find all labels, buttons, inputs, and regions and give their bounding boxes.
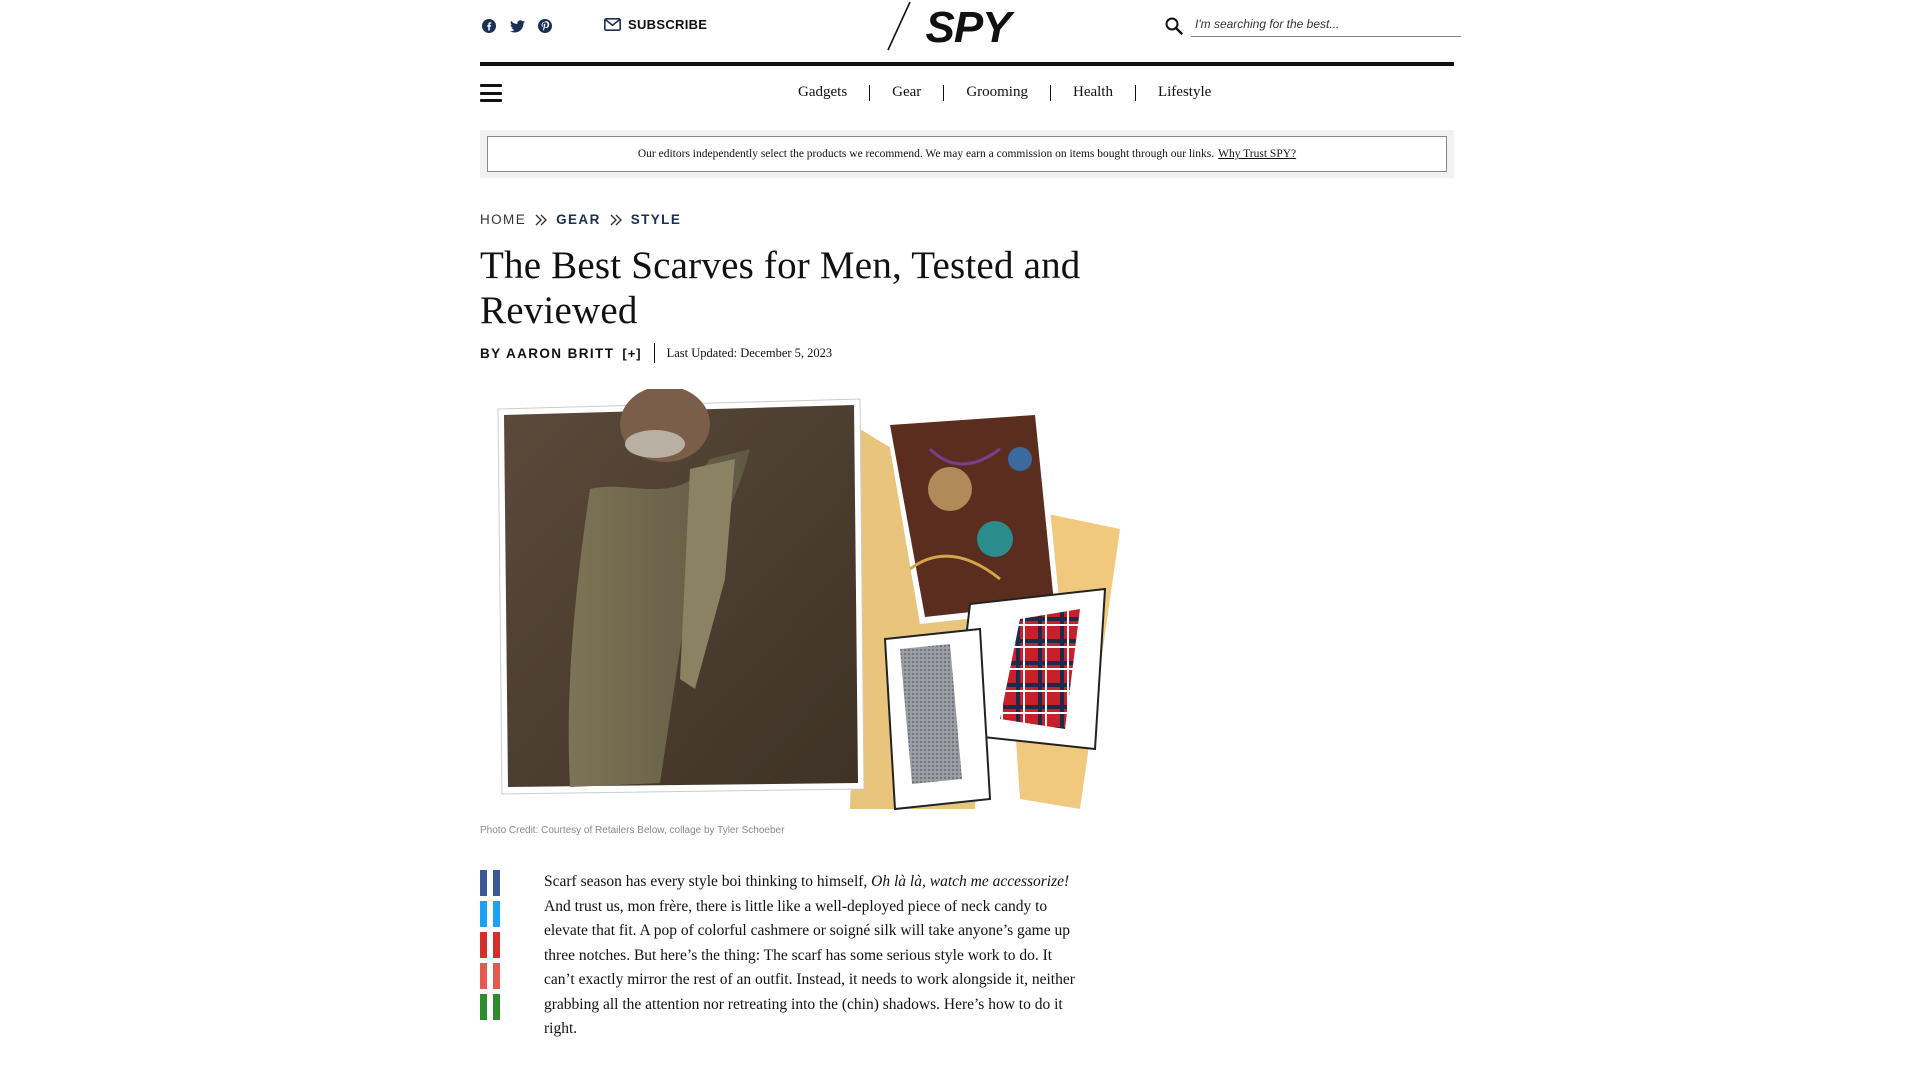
intro-text-2: And trust us, mon frère, there is little like a well-deployed piece of neck candy to elevate that fit. A pop of colorful cashmere or soigné silk will take anyone’s game up three notches. But here’s the thing: The scarf has some serious style work to do. It can’t exactly mirror the rest of an outfit. Instead, it needs to work alongside it, neither grabbing all the attention nor retreating into the (chin) shadows. Here’s how to do it right. (544, 897, 1075, 1037)
facebook-icon[interactable] (480, 17, 498, 35)
social-links (480, 17, 554, 35)
intro-italic: Oh là là, watch me accessorize! (871, 873, 1070, 890)
nav-item-gadgets[interactable]: Gadgets (798, 84, 848, 100)
share-bar (480, 870, 500, 1020)
scarf-collage-image (480, 389, 1130, 819)
reddit-share-icon[interactable] (480, 963, 500, 989)
model-photo (498, 389, 864, 794)
breadcrumb-style[interactable]: STYLE (630, 212, 682, 227)
author-expand-toggle[interactable]: [+] (622, 345, 642, 361)
main-nav (480, 68, 1454, 120)
breadcrumb-home[interactable]: HOME (480, 212, 527, 227)
disclaimer-text: Our editors independently select the products we recommend. We may earn a commission on items bought through our links. (637, 148, 1215, 160)
nav-item-health[interactable]: Health (1072, 84, 1113, 100)
top-bar (480, 0, 1454, 64)
pinterest-share-icon[interactable] (480, 932, 500, 958)
subscribe-button[interactable] (604, 17, 707, 32)
double-chevron-right-icon (609, 213, 623, 227)
nav-item-lifestyle[interactable]: Lifestyle (1157, 84, 1212, 100)
search-box (1165, 14, 1461, 37)
disclaimer-banner (480, 130, 1454, 178)
logo-text: SPY (925, 3, 1011, 52)
intro-paragraph (544, 870, 1084, 1042)
article-title: The Best Scarves for Men, Tested and Reviewed (480, 244, 1081, 332)
page (480, 0, 1454, 1070)
byline (480, 343, 1454, 363)
subscribe-label: SUBSCRIBE (628, 17, 708, 32)
nav-item-grooming[interactable]: Grooming (966, 84, 1028, 100)
twitter-icon[interactable] (508, 17, 526, 35)
whatsapp-share-icon[interactable] (480, 994, 500, 1020)
search-icon[interactable] (1165, 17, 1183, 35)
byline-divider (654, 343, 655, 363)
photo-credit: Photo Credit: Courtesy of Retailers Below, collage by Tyler Schoeber (480, 825, 785, 836)
gray-scarf-photo (885, 629, 990, 809)
search-input[interactable] (1191, 14, 1461, 37)
intro-text-1: Scarf season has every style boi thinking to himself, (544, 873, 872, 890)
mail-icon (604, 18, 621, 31)
why-trust-link[interactable]: Why Trust SPY? (1218, 148, 1297, 160)
facebook-share-icon[interactable] (480, 870, 500, 896)
article-body (480, 870, 1454, 1070)
twitter-share-icon[interactable] (480, 901, 500, 927)
menu-icon[interactable] (480, 84, 502, 102)
breadcrumb-gear[interactable]: GEAR (556, 212, 601, 227)
header-rule (480, 62, 1454, 66)
pinterest-icon[interactable] (536, 17, 554, 35)
last-updated: Last Updated: December 5, 2023 (666, 345, 833, 360)
disclaimer-box (487, 136, 1447, 172)
hero-image (480, 389, 1130, 819)
breadcrumb (480, 212, 1454, 227)
nav-links (776, 84, 1233, 101)
spy-logo[interactable] (886, 0, 1046, 52)
author-name[interactable]: BY AARON BRITT (480, 345, 615, 361)
double-chevron-right-icon (534, 213, 548, 227)
nav-item-gear[interactable]: Gear (892, 84, 922, 100)
